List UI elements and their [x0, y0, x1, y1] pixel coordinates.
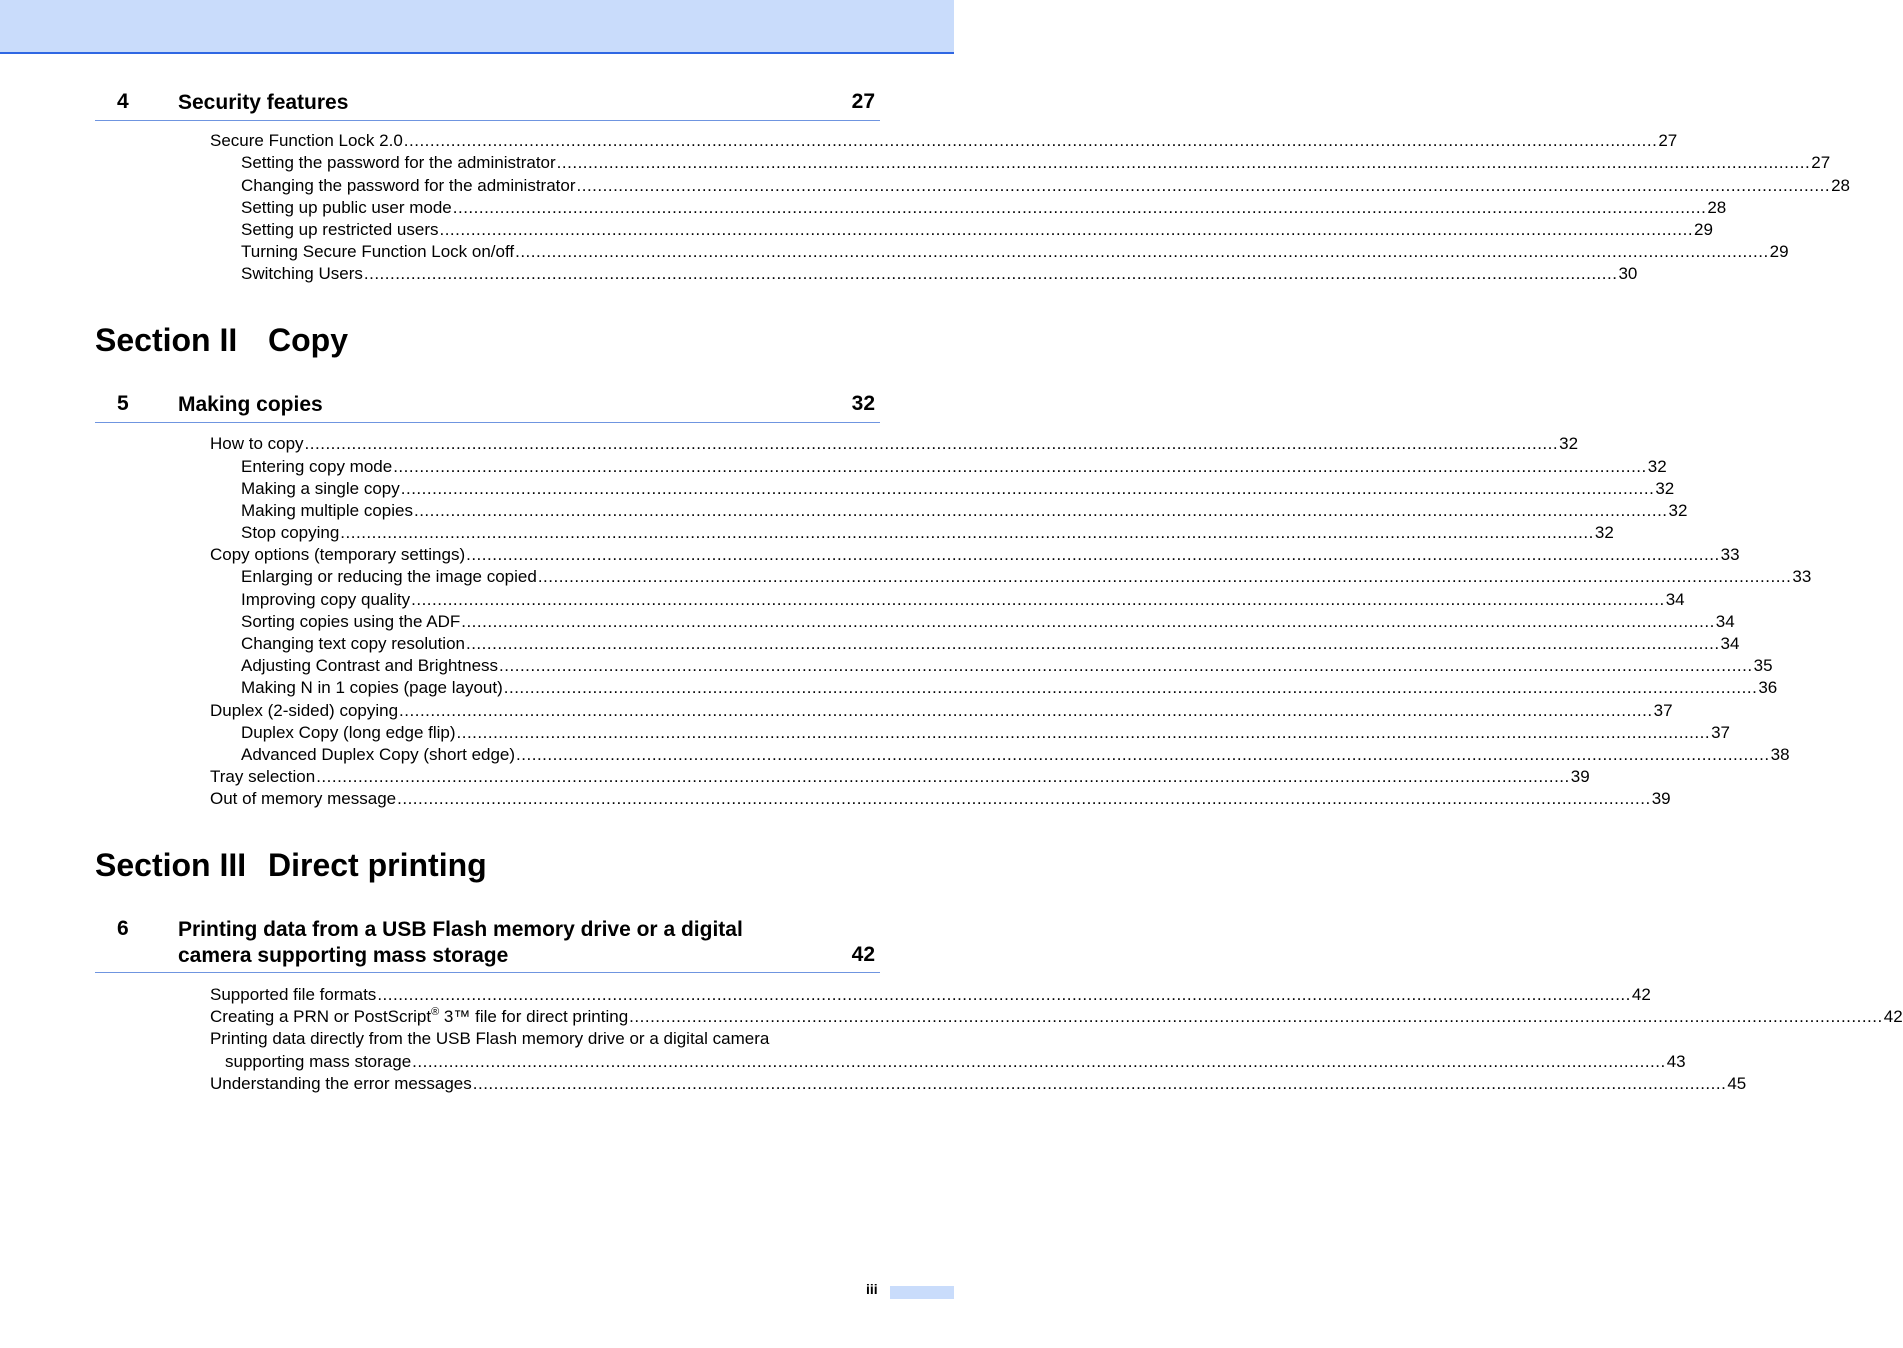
toc-entry[interactable]: Setting up restricted users ................................................................................................................................................................................................................................................ 29 [241, 220, 1713, 239]
section-heading [95, 847, 487, 884]
toc-entry[interactable]: Entering copy mode ................................................................................................................................................................................................................................................ 32 [241, 457, 1667, 476]
dot-leader: ................................................................................................................................................................................................................................................ [556, 153, 1811, 172]
toc-entry[interactable]: Duplex (2-sided) copying ................................................................................................................................................................................................................................................ 37 [210, 701, 1673, 720]
chapter-number: 4 [117, 90, 129, 113]
toc-entry[interactable]: Creating a PRN or PostScript® 3™ file for direct printing ................................................................................................................................................................................................................................................ 42 [210, 1006, 1903, 1026]
toc-entry[interactable]: Making multiple copies ................................................................................................................................................................................................................................................ 32 [241, 501, 1688, 520]
footer-band [890, 1286, 954, 1299]
chapter-title: Making copies [178, 393, 323, 416]
toc-entry[interactable]: Turning Secure Function Lock on/off ................................................................................................................................................................................................................................................ 29 [241, 242, 1789, 261]
toc-entry[interactable]: Setting the password for the administrator ................................................................................................................................................................................................................................................ 27 [241, 153, 1831, 172]
dot-leader: ................................................................................................................................................................................................................................................ [397, 789, 1651, 808]
toc-entry[interactable]: Secure Function Lock 2.0 ................................................................................................................................................................................................................................................ 27 [210, 131, 1678, 150]
chapter-6-heading [95, 917, 880, 973]
chapter-4-heading [95, 90, 880, 121]
toc-entry[interactable]: Making a single copy ................................................................................................................................................................................................................................................ 32 [241, 479, 1675, 498]
chapter-5-heading [95, 392, 880, 423]
header-band [0, 0, 954, 54]
dot-leader: ................................................................................................................................................................................................................................................ [363, 264, 1618, 283]
chapter-page: 42 [851, 943, 875, 966]
toc-entry[interactable]: Stop copying ................................................................................................................................................................................................................................................ 32 [241, 523, 1614, 542]
dot-leader: ................................................................................................................................................................................................................................................ [516, 745, 1770, 764]
dot-leader: ................................................................................................................................................................................................................................................ [499, 656, 1753, 675]
dot-leader: ................................................................................................................................................................................................................................................ [456, 723, 1711, 742]
toc-entry[interactable]: Adjusting Contrast and Brightness ................................................................................................................................................................................................................................................ 35 [241, 656, 1773, 675]
dot-leader: ................................................................................................................................................................................................................................................ [400, 479, 1655, 498]
toc-entry[interactable]: Changing the password for the administrator ................................................................................................................................................................................................................................................ 28 [241, 176, 1850, 195]
section-heading [95, 322, 348, 359]
section-name: Direct printing [268, 847, 487, 883]
toc-entry[interactable]: Supported file formats ................................................................................................................................................................................................................................................ 42 [210, 985, 1651, 1004]
toc-entry[interactable]: Understanding the error messages ................................................................................................................................................................................................................................................ 45 [210, 1074, 1747, 1093]
section-label: Section III [95, 847, 247, 883]
chapter-title-line1: Printing data from a USB Flash memory drive or a digital [178, 918, 743, 941]
chapter-page: 32 [851, 392, 875, 415]
dot-leader: ................................................................................................................................................................................................................................................ [393, 457, 1647, 476]
dot-leader: ................................................................................................................................................................................................................................................ [304, 434, 1559, 453]
page-number: iii [866, 1281, 878, 1297]
dot-leader: ................................................................................................................................................................................................................................................ [412, 1052, 1666, 1071]
toc-entry[interactable]: Sorting copies using the ADF ................................................................................................................................................................................................................................................ 34 [241, 612, 1735, 631]
dot-leader: ................................................................................................................................................................................................................................................ [461, 612, 1715, 631]
dot-leader: ................................................................................................................................................................................................................................................ [411, 590, 1665, 609]
toc-entry[interactable]: Improving copy quality ................................................................................................................................................................................................................................................ 34 [241, 590, 1685, 609]
dot-leader: ................................................................................................................................................................................................................................................ [399, 701, 1653, 720]
dot-leader: ................................................................................................................................................................................................................................................ [465, 634, 1720, 653]
dot-leader: ................................................................................................................................................................................................................................................ [413, 501, 1668, 520]
toc-entry[interactable]: Copy options (temporary settings) ................................................................................................................................................................................................................................................ 33 [210, 545, 1740, 564]
chapter-title-line2: camera supporting mass storage [178, 944, 509, 967]
toc-entry[interactable]: Switching Users ................................................................................................................................................................................................................................................ 30 [241, 264, 1638, 283]
dot-leader: ................................................................................................................................................................................................................................................ [629, 1007, 1883, 1026]
chapter-title: Security features [178, 91, 349, 114]
chapter-number: 5 [117, 392, 129, 415]
toc-entry-wrapped-line[interactable]: Printing data directly from the USB Flash memory drive or a digital camera [210, 1029, 770, 1048]
toc-entry[interactable]: Making N in 1 copies (page layout) ................................................................................................................................................................................................................................................ 36 [241, 678, 1778, 697]
registered-mark: ® [431, 1006, 440, 1018]
chapter-page: 27 [851, 90, 875, 113]
toc-entry[interactable]: Out of memory message ................................................................................................................................................................................................................................................ 39 [210, 789, 1671, 808]
toc-entry[interactable]: Tray selection ................................................................................................................................................................................................................................................ 39 [210, 767, 1590, 786]
toc-entry[interactable]: Duplex Copy (long edge flip) ................................................................................................................................................................................................................................................ 37 [241, 723, 1730, 742]
dot-leader: ................................................................................................................................................................................................................................................ [537, 567, 1792, 586]
toc-entry[interactable]: Advanced Duplex Copy (short edge) ................................................................................................................................................................................................................................................ 38 [241, 745, 1790, 764]
toc-entry[interactable]: How to copy ................................................................................................................................................................................................................................................ 32 [210, 434, 1579, 453]
section-label: Section II [95, 322, 238, 358]
toc-entry[interactable]: Changing text copy resolution ................................................................................................................................................................................................................................................ 34 [241, 634, 1740, 653]
dot-leader: ................................................................................................................................................................................................................................................ [439, 220, 1694, 239]
toc-entry[interactable]: Enlarging or reducing the image copied ................................................................................................................................................................................................................................................ 33 [241, 567, 1812, 586]
dot-leader: ................................................................................................................................................................................................................................................ [403, 131, 1658, 150]
dot-leader: ................................................................................................................................................................................................................................................ [515, 242, 1769, 261]
dot-leader: ................................................................................................................................................................................................................................................ [316, 767, 1570, 786]
dot-leader: ................................................................................................................................................................................................................................................ [452, 198, 1707, 217]
section-name: Copy [268, 322, 348, 358]
dot-leader: ................................................................................................................................................................................................................................................ [472, 1074, 1727, 1093]
dot-leader: ................................................................................................................................................................................................................................................ [466, 545, 1720, 564]
dot-leader: ................................................................................................................................................................................................................................................ [503, 678, 1758, 697]
toc-entry[interactable]: supporting mass storage ................................................................................................................................................................................................................................................ 43 [225, 1052, 1686, 1071]
dot-leader: ................................................................................................................................................................................................................................................ [340, 523, 1594, 542]
toc-entry[interactable]: Setting up public user mode ................................................................................................................................................................................................................................................ 28 [241, 198, 1727, 217]
dot-leader: ................................................................................................................................................................................................................................................ [576, 176, 1831, 195]
dot-leader: ................................................................................................................................................................................................................................................ [377, 985, 1631, 1004]
chapter-number: 6 [117, 917, 129, 940]
